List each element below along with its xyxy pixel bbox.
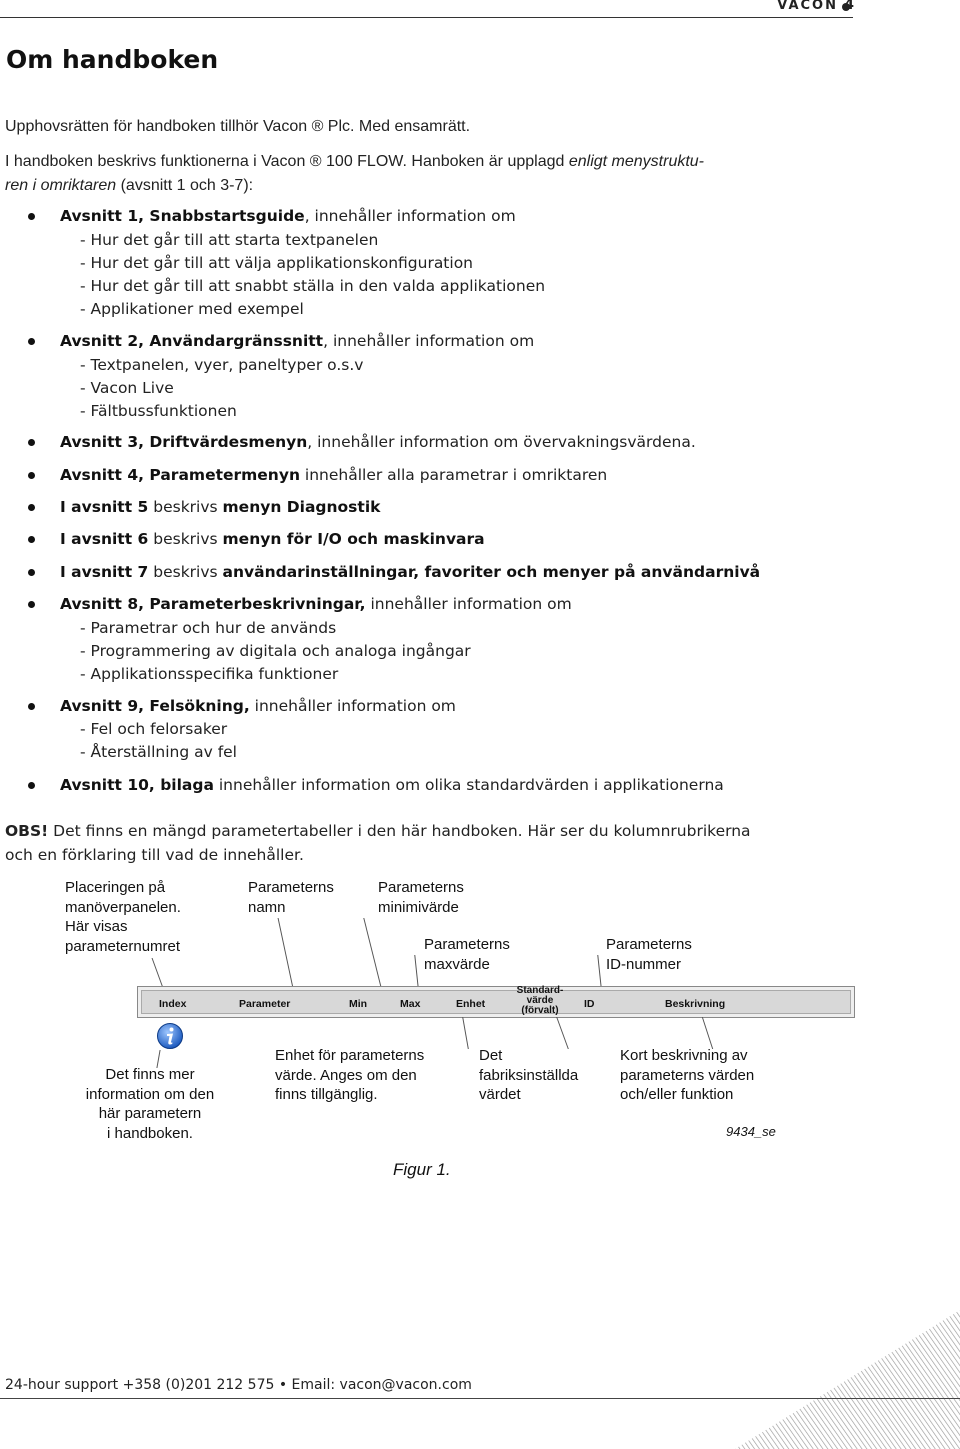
obs-label: OBS! (5, 822, 49, 840)
section-8-sub-1: - Parametrar och hur de används (80, 619, 337, 637)
col-description: Beskrivning (665, 998, 726, 1010)
decorative-hatch (735, 1310, 960, 1449)
section-2-sub-2: - Vacon Live (80, 379, 174, 397)
page-title: Om handboken (6, 45, 219, 74)
label-description: Kort beskrivning av parameterns värden och/eller funktion (620, 1047, 755, 1103)
bullet-icon (28, 601, 35, 608)
intro-italic: enligt menystruktu- (568, 153, 705, 170)
bullet-icon (28, 338, 35, 345)
label-unit: Enhet för parameterns värde. Anges om den finns tillgänglig. (275, 1047, 425, 1103)
leader-line (152, 958, 164, 988)
section-8-sub-3: - Applikationsspecifika funktioner (80, 665, 339, 683)
bullet-icon (28, 439, 35, 446)
footer-contact: 24-hour support +358 (0)201 212 575 • Email: vacon@vacon.com (5, 1377, 472, 1393)
bullet-icon (28, 569, 35, 576)
section-4: Avsnitt 4, Parametermenyn innehåller alla parametrar i omriktaren (60, 466, 608, 484)
figure-code: 9434_se (726, 1124, 776, 1139)
bullet-icon (28, 213, 35, 220)
section-9-sub-2: - Återställning av fel (80, 743, 237, 761)
obs-line-1: OBS! Det finns en mängd parametertabeller i den här handboken. Här ser du kolumnrubrikerna (5, 822, 751, 840)
label-max: Parameterns maxvärde (424, 936, 510, 973)
label-min: Parameterns minimivärde (378, 879, 464, 916)
col-min: Min (349, 998, 368, 1010)
section-3: Avsnitt 3, Driftvärdesmenyn, innehåller information om övervakningsvärdena. (60, 433, 696, 451)
header-rule (0, 17, 853, 18)
leader-line (414, 955, 418, 988)
intro-text-2: (avsnitt 1 och 3-7): (116, 177, 254, 194)
leader-line (278, 918, 294, 988)
intro-italic-2: ren i omriktaren (5, 177, 117, 194)
section-8: Avsnitt 8, Parameterbeskrivningar, innehåller information om (60, 595, 572, 613)
section-1-sub-2: - Hur det går till att välja applikationskonfiguration (80, 254, 474, 272)
leader-line (556, 1017, 569, 1049)
bullet-icon (28, 536, 35, 543)
section-1-sub-4: - Applikationer med exempel (80, 300, 304, 318)
leader-line (462, 1017, 469, 1049)
leader-line (702, 1017, 713, 1049)
section-1-sub-3: - Hur det går till att snabbt ställa in den valda applikationen (80, 277, 546, 295)
section-10: Avsnitt 10, bilaga innehåller information om olika standardvärden i applikationerna (60, 776, 724, 794)
footer-rule (0, 1398, 960, 1399)
section-1: Avsnitt 1, Snabbstartsguide, innehåller information om (60, 207, 516, 225)
obs-line-2: och en förklaring till vad de innehåller. (5, 846, 304, 864)
leader-line (597, 955, 601, 988)
bullet-icon (28, 472, 35, 479)
intro-line-3 (5, 174, 253, 197)
section-9: Avsnitt 9, Felsökning, innehåller information om (60, 697, 456, 715)
section-7: I avsnitt 7 beskrivs användarinställningar, favoriter och menyer på användarnivå (60, 563, 761, 581)
section-5: I avsnitt 5 beskrivs menyn Diagnostik (60, 498, 381, 516)
col-index: Index (159, 998, 187, 1010)
col-default: Standard- värde (förvalt) (516, 985, 564, 1016)
label-placement: Placeringen på manöverpanelen. Här visas parameternumret (65, 879, 181, 955)
col-parameter: Parameter (239, 998, 291, 1010)
section-2: Avsnitt 2, Användargränssnitt, innehåller information om (60, 332, 535, 350)
col-id: ID (584, 998, 595, 1010)
section-8-sub-2: - Programmering av digitala och analoga ingångar (80, 642, 471, 660)
intro-text: I handboken beskrivs funktionerna i Vacon ® 100 FLOW. Hanboken är upplagd (5, 153, 569, 170)
figure-caption: Figur 1. (393, 1160, 451, 1179)
label-default: Det fabriksinställda värdet (479, 1047, 579, 1103)
intro-line-1: Upphovsrätten för handboken tillhör Vacon ® Plc. Med ensamrätt. (5, 118, 471, 135)
section-9-sub-1: - Fel och felorsaker (80, 720, 228, 738)
brand-logo: VACON (777, 0, 838, 13)
col-unit: Enhet (456, 998, 486, 1010)
page-number: 4 (844, 0, 854, 13)
bullet-icon (28, 703, 35, 710)
section-2-sub-1: - Textpanelen, vyer, paneltyper o.s.v (80, 356, 364, 374)
bullet-icon (28, 504, 35, 511)
leader-line (363, 918, 381, 988)
col-max: Max (400, 998, 421, 1010)
label-name: Parameterns namn (248, 879, 334, 916)
intro-line-2 (5, 150, 704, 173)
bullet-icon (28, 782, 35, 789)
section-6: I avsnitt 6 beskrivs menyn för I/O och maskinvara (60, 530, 485, 548)
info-icon (156, 1022, 184, 1050)
section-2-sub-3: - Fältbussfunktionen (80, 402, 237, 420)
label-info: Det finns mer information om den här parametern i handboken. (85, 1066, 215, 1142)
label-id: Parameterns ID-nummer (606, 936, 692, 973)
section-1-sub-1: - Hur det går till att starta textpanelen (80, 231, 379, 249)
